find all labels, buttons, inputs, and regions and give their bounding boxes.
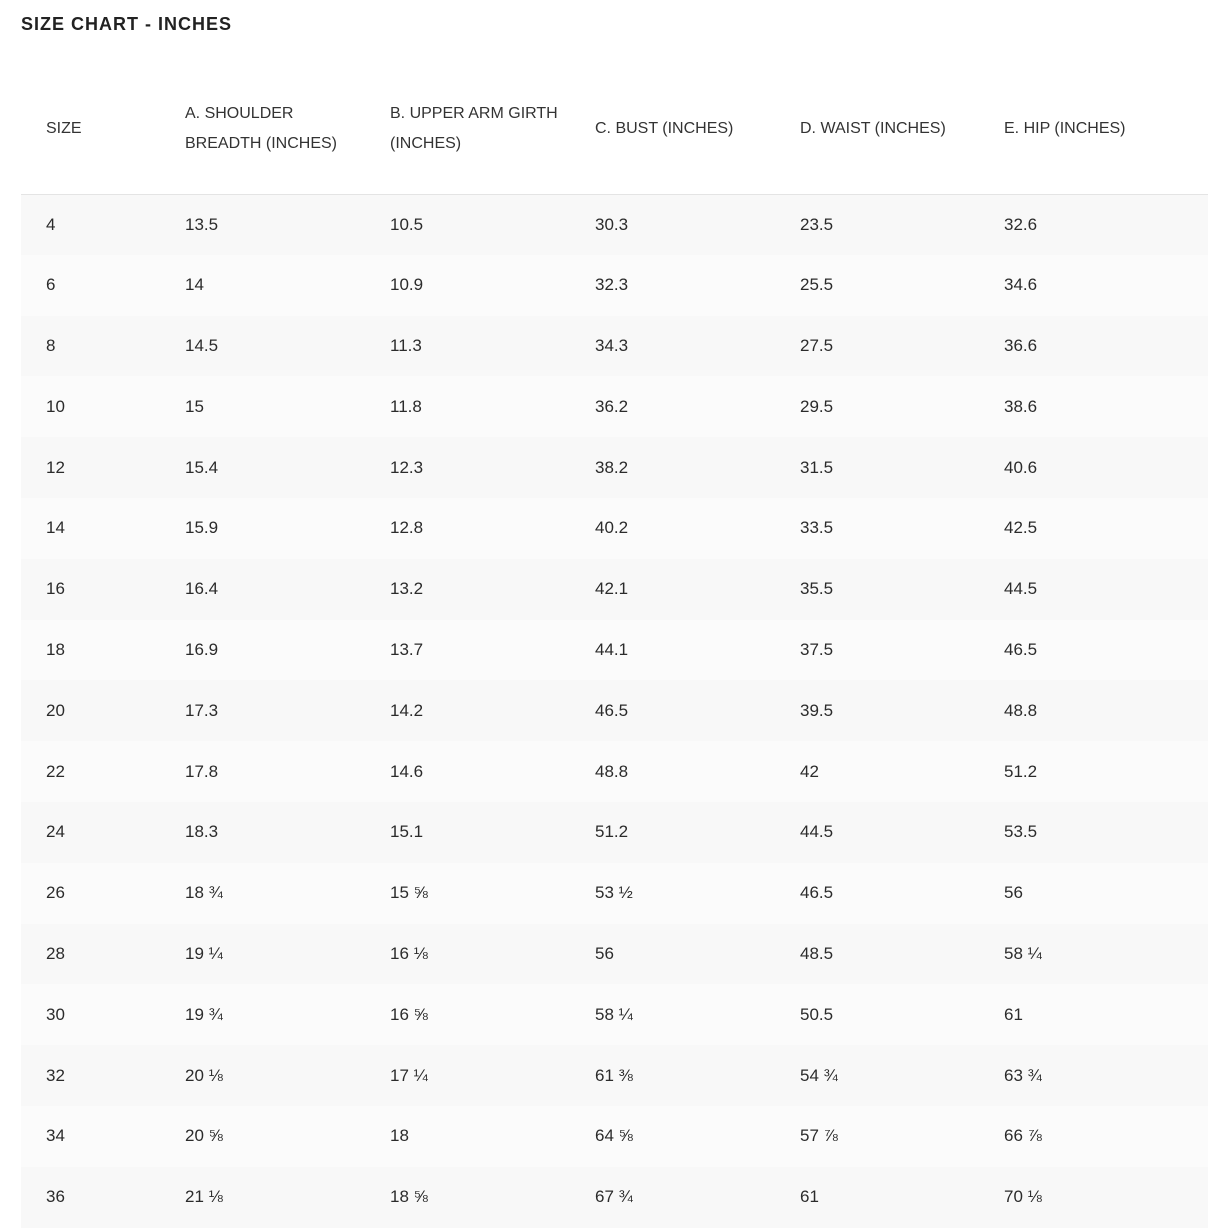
cell-hip: 63 ¾ [1004,1065,1042,1085]
cell-upper-arm-girth: 18 ⅝ [390,1187,428,1207]
table-row [21,498,1208,559]
cell-shoulder-breadth: 18 ¾ [185,883,223,903]
cell-upper-arm-girth: 14.6 [390,761,424,781]
cell-upper-arm-girth: 12.3 [390,457,424,477]
cell-hip: 36.6 [1004,335,1038,355]
header-row [21,64,1208,194]
cell-size: 10 [46,396,65,416]
cell-shoulder-breadth: 18.3 [185,822,219,842]
cell-waist: 46.5 [800,883,834,903]
cell-upper-arm-girth: 18 [390,1126,409,1146]
cell-size: 28 [46,943,65,963]
cell-waist: 44.5 [800,822,834,842]
cell-upper-arm-girth: 15 ⅝ [390,883,428,903]
table-row [21,680,1208,741]
cell-hip: 53.5 [1004,822,1038,842]
cell-waist: 27.5 [800,335,834,355]
cell-size: 4 [46,214,56,234]
cell-waist: 23.5 [800,214,834,234]
size-chart-table [21,64,1208,1228]
table-header [21,64,1208,194]
cell-size: 12 [46,457,65,477]
cell-bust: 46.5 [595,700,629,720]
cell-hip: 56 [1004,883,1023,903]
table-row [21,255,1208,316]
cell-upper-arm-girth: 13.2 [390,579,424,599]
cell-size: 34 [46,1126,65,1146]
cell-size: 16 [46,579,65,599]
cell-waist: 37.5 [800,639,834,659]
cell-waist: 25.5 [800,275,834,295]
cell-upper-arm-girth: 13.7 [390,639,424,659]
cell-bust: 42.1 [595,579,629,599]
cell-hip: 46.5 [1004,639,1038,659]
cell-hip: 42.5 [1004,518,1038,538]
cell-size: 6 [46,275,56,295]
cell-upper-arm-girth: 16 ⅛ [390,943,428,963]
cell-upper-arm-girth: 15.1 [390,822,424,842]
cell-shoulder-breadth: 14.5 [185,335,219,355]
cell-hip: 44.5 [1004,579,1038,599]
cell-hip: 40.6 [1004,457,1038,477]
cell-bust: 38.2 [595,457,629,477]
cell-bust: 56 [595,943,614,963]
cell-hip: 51.2 [1004,761,1038,781]
table-row [21,620,1208,681]
cell-shoulder-breadth: 15.9 [185,518,219,538]
table-row [21,1106,1208,1167]
cell-bust: 32.3 [595,275,629,295]
table-row [21,194,1208,255]
header-shoulder-breadth: A. SHOULDER BREADTH (INCHES) [185,64,390,194]
cell-shoulder-breadth: 19 ¼ [185,943,223,963]
cell-shoulder-breadth: 16.4 [185,579,219,599]
cell-hip: 32.6 [1004,214,1038,234]
cell-upper-arm-girth: 10.5 [390,214,424,234]
cell-upper-arm-girth: 17 ¼ [390,1065,428,1085]
cell-waist: 39.5 [800,700,834,720]
cell-bust: 48.8 [595,761,629,781]
table-row [21,924,1208,985]
cell-bust: 40.2 [595,518,629,538]
header-bust: C. BUST (INCHES) [595,64,800,194]
cell-shoulder-breadth: 17.3 [185,700,219,720]
header-size: SIZE [21,64,185,194]
cell-shoulder-breadth: 17.8 [185,761,219,781]
cell-hip: 38.6 [1004,396,1038,416]
cell-bust: 30.3 [595,214,629,234]
cell-bust: 34.3 [595,335,629,355]
page-title: SIZE CHART - INCHES [21,14,233,34]
cell-size: 8 [46,335,56,355]
cell-shoulder-breadth: 15 [185,396,204,416]
cell-hip: 70 ⅛ [1004,1187,1042,1207]
table-row [21,741,1208,802]
cell-bust: 61 ⅜ [595,1065,633,1085]
cell-waist: 61 [800,1187,819,1207]
cell-bust: 64 ⅝ [595,1126,633,1146]
cell-shoulder-breadth: 14 [185,275,204,295]
cell-bust: 67 ¾ [595,1187,633,1207]
cell-waist: 29.5 [800,396,834,416]
header-upper-arm-girth: B. UPPER ARM GIRTH (INCHES) [390,64,595,194]
cell-hip: 34.6 [1004,275,1038,295]
cell-upper-arm-girth: 14.2 [390,700,424,720]
header-hip: E. HIP (INCHES) [1004,64,1208,194]
cell-waist: 50.5 [800,1004,834,1024]
cell-shoulder-breadth: 20 ⅝ [185,1126,223,1146]
cell-hip: 48.8 [1004,700,1038,720]
cell-size: 14 [46,518,65,538]
table-row [21,1045,1208,1106]
table-row [21,376,1208,437]
cell-size: 32 [46,1065,65,1085]
cell-upper-arm-girth: 10.9 [390,275,424,295]
cell-size: 22 [46,761,65,781]
table-row [21,802,1208,863]
cell-hip: 58 ¼ [1004,943,1042,963]
cell-size: 20 [46,700,65,720]
cell-upper-arm-girth: 16 ⅝ [390,1004,428,1024]
cell-size: 24 [46,822,65,842]
header-waist: D. WAIST (INCHES) [800,64,1004,194]
table-body [21,194,1208,1228]
cell-shoulder-breadth: 15.4 [185,457,219,477]
cell-bust: 44.1 [595,639,629,659]
cell-upper-arm-girth: 11.3 [390,335,422,355]
cell-waist: 33.5 [800,518,834,538]
cell-size: 26 [46,883,65,903]
cell-upper-arm-girth: 11.8 [390,396,422,416]
cell-waist: 42 [800,761,819,781]
cell-waist: 48.5 [800,943,834,963]
cell-waist: 57 ⅞ [800,1126,838,1146]
cell-size: 36 [46,1187,65,1207]
cell-size: 30 [46,1004,65,1024]
table-row [21,316,1208,377]
cell-waist: 31.5 [800,457,834,477]
cell-upper-arm-girth: 12.8 [390,518,424,538]
cell-shoulder-breadth: 13.5 [185,214,219,234]
cell-shoulder-breadth: 19 ¾ [185,1004,223,1024]
table-row [21,559,1208,620]
cell-waist: 54 ¾ [800,1065,838,1085]
cell-bust: 36.2 [595,396,629,416]
cell-shoulder-breadth: 21 ⅛ [185,1187,223,1207]
cell-bust: 53 ½ [595,883,633,903]
table-row [21,437,1208,498]
cell-shoulder-breadth: 20 ⅛ [185,1065,223,1085]
cell-hip: 66 ⅞ [1004,1126,1042,1146]
cell-hip: 61 [1004,1004,1023,1024]
cell-size: 18 [46,639,65,659]
cell-bust: 58 ¼ [595,1004,633,1024]
table-row [21,984,1208,1045]
cell-shoulder-breadth: 16.9 [185,639,219,659]
cell-waist: 35.5 [800,579,834,599]
table-row [21,1167,1208,1228]
table-row [21,863,1208,924]
cell-bust: 51.2 [595,822,629,842]
